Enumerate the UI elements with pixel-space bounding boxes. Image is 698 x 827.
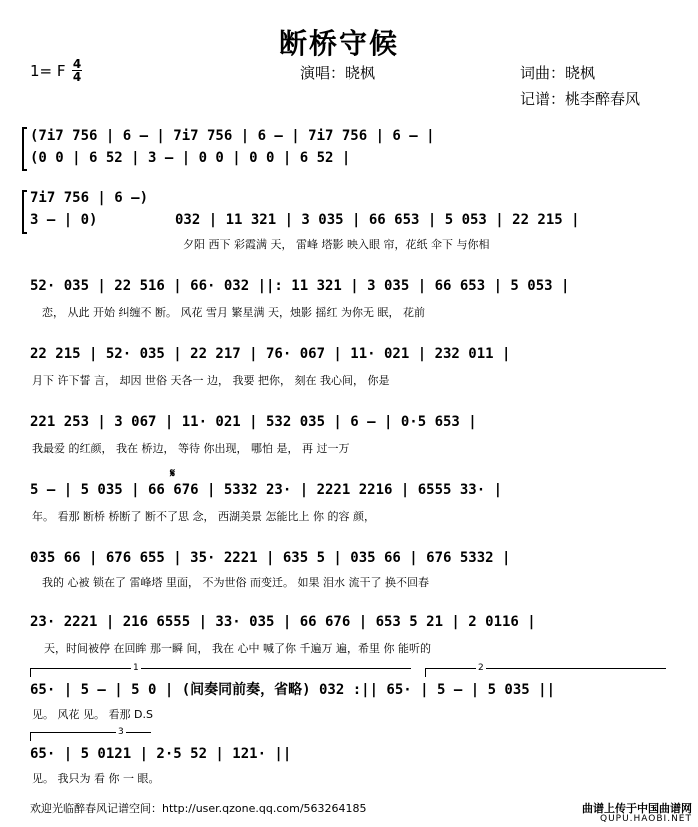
melody-line-9: 65· | 5 0121 | 2·5 52 | 121· || bbox=[30, 746, 292, 762]
site-watermark: 曲谱上传于中国曲谱网 bbox=[582, 802, 692, 815]
composer-credit: 词曲：晓枫 bbox=[520, 64, 596, 82]
site-watermark-url: QUPU.HAOBI.NET bbox=[599, 814, 692, 824]
volta-bracket-1 bbox=[30, 663, 411, 677]
intro-lower-row-1: (0 0 | 6 52 | 3 – | 0 0 | 0 0 | 6 52 | bbox=[30, 150, 351, 166]
time-signature-denominator: 4 bbox=[72, 70, 82, 84]
time-signature bbox=[72, 58, 82, 83]
lyric-line-2: 恋， 从此 开始 纠缠不 断。 风花 雪月 繁星满 天，烛影 摇红 为你无 眠， 花前 bbox=[42, 306, 425, 319]
intro-upper-row-2: 7i7 756 | 6 –) bbox=[30, 190, 149, 206]
lyric-line-4: 我最爱 的红颜， 我在 桥边， 等待 你出现， 哪怕 是， 再 过一万 bbox=[32, 442, 350, 455]
lyric-line-1: 夕阳 西下 彩霞满 天， 雷峰 塔影 映入眼 帘，花纸 伞下 与你相 bbox=[183, 238, 490, 251]
footer-credit: 欢迎光临醉春风记谱空间：http://user.qzone.qq.com/563264185 bbox=[30, 802, 367, 815]
segno-mark: 𝄋 bbox=[170, 466, 176, 480]
volta-label-2: 2 bbox=[478, 663, 484, 673]
melody-line-7: 23· 2221 | 216 6555 | 33· 035 | 66 676 | 653 5 21 | 2 0116 | bbox=[30, 614, 536, 630]
lyric-line-3: 月下 许下誓 言， 却因 世俗 天各一 边， 我要 把你， 刻在 我心间， 你是 bbox=[32, 374, 390, 387]
time-signature-numerator: 4 bbox=[72, 57, 82, 71]
volta-bracket-2 bbox=[425, 663, 666, 677]
lyric-line-5: 年。 看那 断桥 桥断了 断不了思 念， 西湖美景 怎能比上 你 的容 颜， bbox=[32, 510, 375, 523]
volta-label-3: 3 bbox=[118, 727, 124, 737]
intro-lower-row-2: 3 – | 0) bbox=[30, 212, 98, 228]
melody-line-1: 032 | 11 321 | 3 035 | 66 653 | 5 053 | 22 215 | bbox=[175, 212, 580, 228]
lyric-line-8: 见。 风花 见。 看那 D.S bbox=[32, 708, 153, 721]
intro-upper-row-1: (7i7 756 | 6 – | 7i7 756 | 6 – | 7i7 756 | 6 – | bbox=[30, 128, 435, 144]
melody-line-6: 035 66 | 676 655 | 35· 2221 | 635 5 | 035 66 | 676 5332 | bbox=[30, 550, 511, 566]
lyric-line-7: 天，时间被停 在回眸 那一瞬 间， 我在 心中 喊了你 千遍万 遍，希里 你 能听的 bbox=[44, 642, 431, 655]
melody-line-8: 65· | 5 – | 5 0 | (间奏同前奏，省略) 032 :|| 65· | 5 – | 5 035 || bbox=[30, 682, 556, 698]
system-brace bbox=[22, 190, 27, 234]
lyric-line-6: 我的 心被 锁在了 雷峰塔 里面， 不为世俗 而变迁。 如果 泪水 流干了 换不回春 bbox=[42, 576, 429, 589]
volta-label-1: 1 bbox=[133, 663, 139, 673]
singer-credit: 演唱：晓枫 bbox=[300, 64, 376, 82]
melody-line-5: 5 – | 5 035 | 66 676 | 5332 23· | 2221 2216 | 6555 33· | bbox=[30, 482, 503, 498]
key-signature: 1= F bbox=[30, 62, 66, 80]
melody-line-3: 22 215 | 52· 035 | 22 217 | 76· 067 | 11· 021 | 232 011 | bbox=[30, 346, 511, 362]
melody-line-2: 52· 035 | 22 516 | 66· 032 ||: 11 321 | 3 035 | 66 653 | 5 053 | bbox=[30, 278, 570, 294]
lyric-line-9: 见。 我只为 看 你 一 眼。 bbox=[32, 772, 160, 785]
song-title: 断桥守候 bbox=[279, 27, 400, 60]
volta-bracket-3 bbox=[30, 727, 151, 741]
melody-line-4: 221 253 | 3 067 | 11· 021 | 532 035 | 6 – | 0·5 653 | bbox=[30, 414, 477, 430]
system-brace bbox=[22, 127, 27, 171]
transcriber-credit: 记谱：桃李醉春风 bbox=[520, 90, 641, 108]
